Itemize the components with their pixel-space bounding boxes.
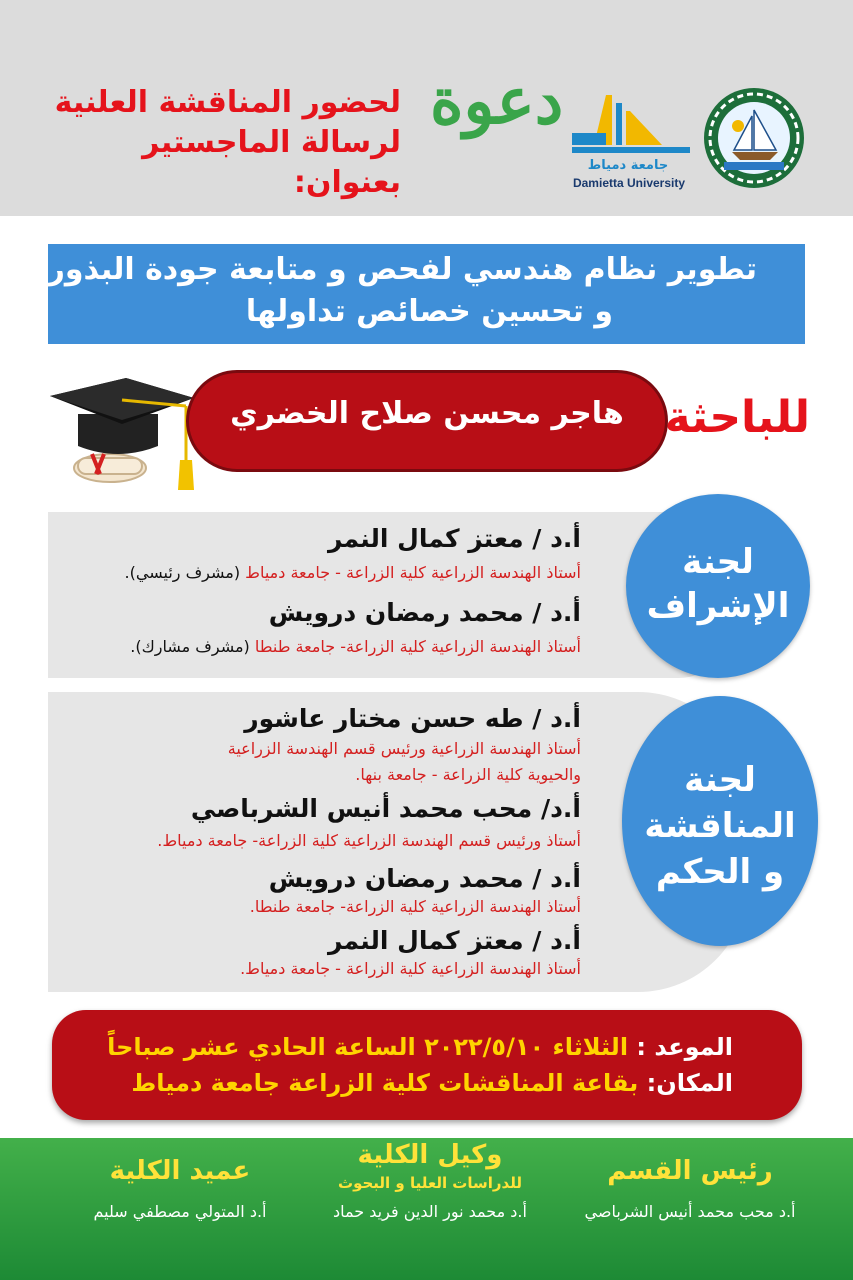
graduation-cap-icon [48,376,198,494]
supervisor-affiliation-text: أستاذ الهندسة الزراعية كلية الزراعة- جامعة طنطا [254,637,581,656]
discussion-label-line-1: لجنة [684,760,756,800]
head-of-department-name: أ.د محب محمد أنيس الشرباصي [584,1202,796,1221]
invitation-line-1: لحضور المناقشة العلنية [54,85,401,120]
vice-dean-name: أ.د محمد نور الدين فريد حماد [333,1202,527,1221]
place-value: بقاعة المناقشات كلية الزراعة جامعة دمياط [131,1069,639,1097]
supervision-committee-badge [626,494,810,678]
supervisor-affiliation-text: أستاذ الهندسة الزراعية كلية الزراعة - جامعة دمياط [245,563,581,582]
examiner-affiliation: أستاذ ورئيس قسم الهندسة الزراعية كلية الزراعة- جامعة دمياط. [157,831,581,850]
place-label: المكان: [646,1069,733,1097]
supervision-label-line-2: الإشراف [646,586,790,626]
examiner-name: أ.د/ محب محمد أنيس الشرباصي [190,794,581,823]
university-name-arabic: جامعة دمياط [587,158,669,173]
discussion-label-line-3: و الحكم [655,852,785,892]
supervisor-affiliation [125,560,581,586]
supervisor-name: أ.د / معتز كمال النمر [327,524,581,553]
invitation-calligraphy: دعوة [430,64,564,139]
examiner-affiliation: أستاذ الهندسة الزراعية كلية الزراعة - جامعة دمياط. [240,959,581,978]
damietta-governorate-emblem-icon [702,86,806,190]
thesis-title-line-2: و تحسين خصائص تداولها [245,294,613,329]
researcher-name: هاجر محسن صلاح الخضري [230,396,624,431]
date-value: الثلاثاء ٢٠٢٢/٥/١٠ الساعة الحادي عشر صباحاً [107,1033,629,1061]
vice-dean-subtitle: للدراسات العليا و البحوث [338,1174,522,1192]
examiner-name: أ.د / طه حسن مختار عاشور [244,704,581,733]
supervision-label-line-1: لجنة [682,542,754,582]
examiner-name: أ.د / معتز كمال النمر [327,926,581,955]
university-name-english: Damietta University [572,176,686,190]
examiner-affiliation: أستاذ الهندسة الزراعية ورئيس قسم الهندسة الزراعية [227,739,581,758]
supervisor-affiliation [130,634,581,660]
supervisor-role: (مشرف رئيسي). [124,563,241,582]
schedule-box [52,1010,802,1120]
examiner-name: أ.د / محمد رمضان درويش [268,864,581,893]
discussion-committee-badge [622,696,818,946]
examiner-affiliation: أستاذ الهندسة الزراعية كلية الزراعة- جامعة طنطا. [249,897,581,916]
dean-name: أ.د المتولي مصطفي سليم [93,1202,267,1221]
invitation-line-2: لرسالة الماجستير [142,125,401,160]
discussion-label-line-2: المناقشة [644,806,796,846]
dean-title: عميد الكلية [109,1156,251,1186]
schedule-date [107,1030,733,1064]
schedule-place [131,1066,733,1100]
date-label: الموعد : [636,1033,733,1061]
examiner-affiliation: والحيوية كلية الزراعة - جامعة بنها. [355,765,581,784]
thesis-title-line-1: تطوير نظام هندسي لفحص و متابعة جودة البذور [47,252,757,287]
supervisor-name: أ.د / محمد رمضان درويش [268,598,581,627]
vice-dean-title: وكيل الكلية [357,1140,503,1170]
supervisor-role: (مشرف مشارك). [130,637,250,656]
head-of-department-title: رئيس القسم [607,1156,773,1186]
researcher-label: للباحثة [664,392,810,443]
invitation-line-3: بعنوان: [293,165,401,200]
